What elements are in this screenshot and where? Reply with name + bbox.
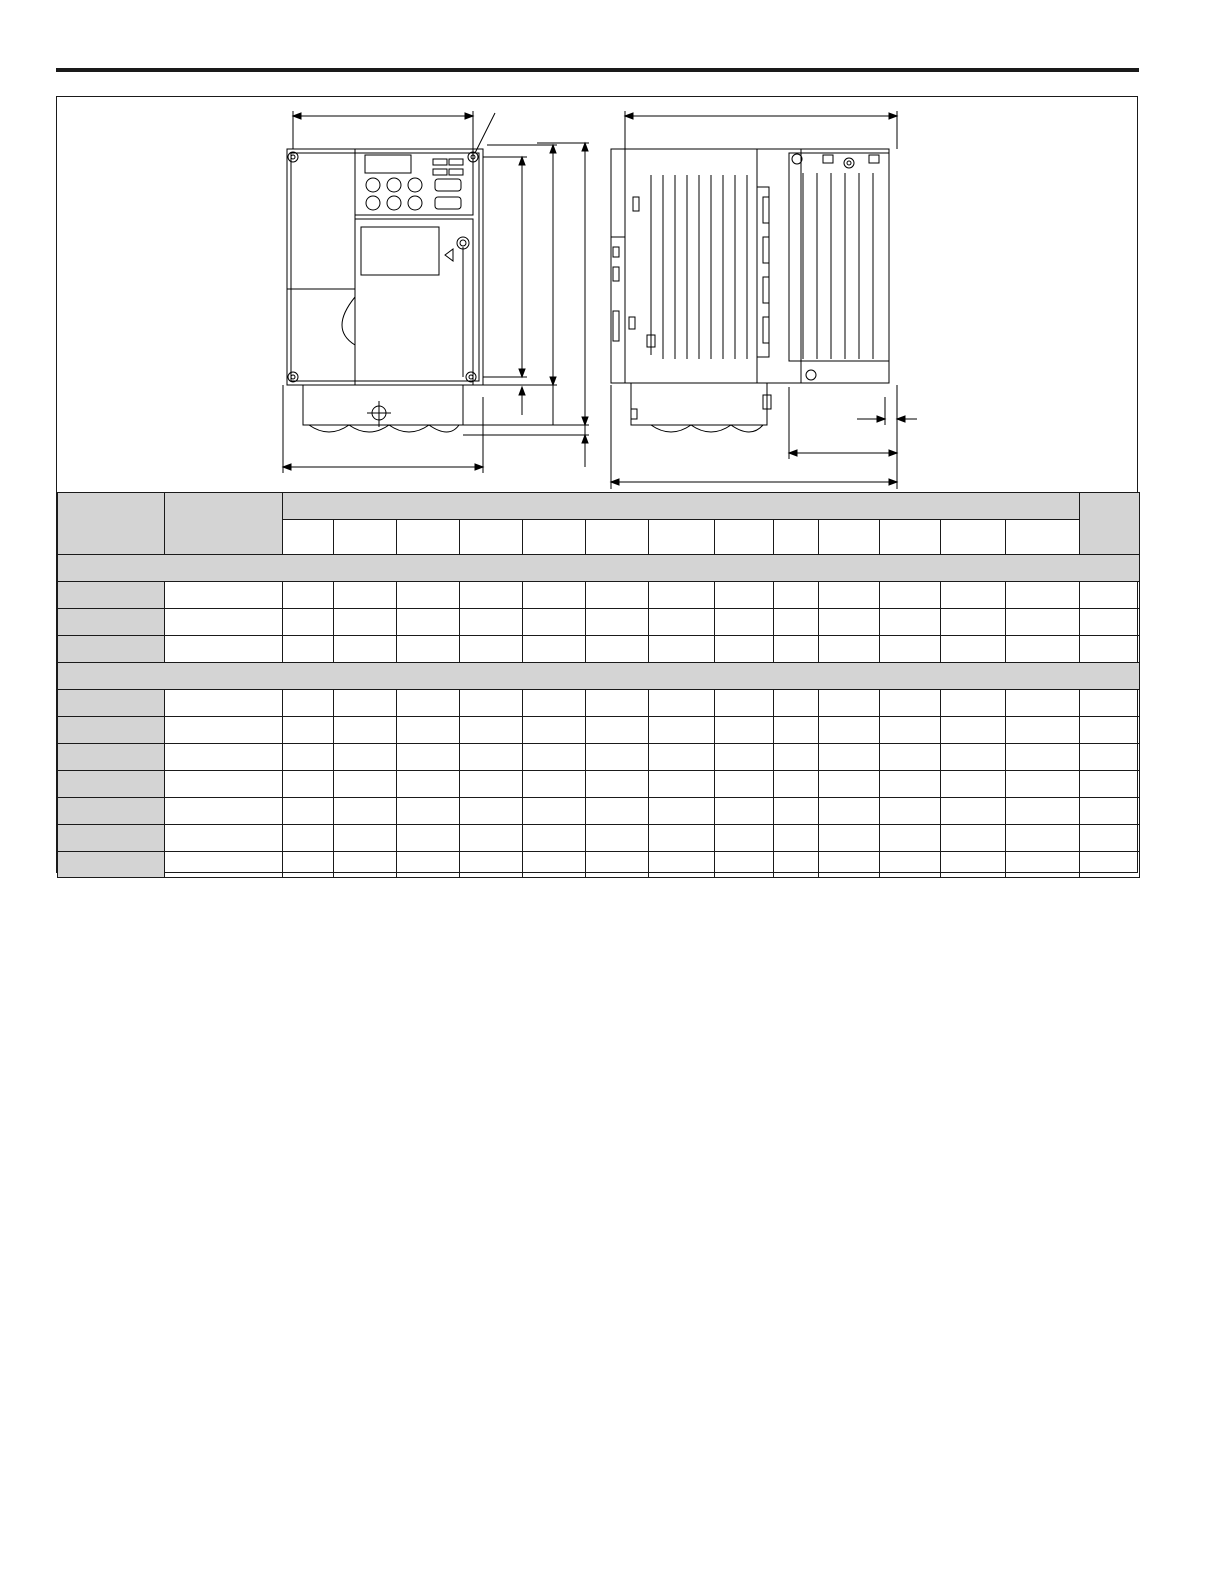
subheader-cell bbox=[649, 520, 715, 555]
table-row bbox=[58, 744, 1140, 771]
table-row bbox=[58, 771, 1140, 798]
subheader-cell bbox=[283, 520, 334, 555]
table-row bbox=[58, 690, 1140, 717]
table-group-row bbox=[58, 555, 1140, 582]
dimension-table bbox=[57, 492, 1140, 878]
subheader-cell bbox=[1006, 520, 1080, 555]
subheader-cell bbox=[586, 520, 649, 555]
table-row bbox=[58, 582, 1140, 609]
subheader-cell bbox=[523, 520, 586, 555]
subheader-cell bbox=[880, 520, 941, 555]
page-top-rule bbox=[56, 68, 1139, 72]
header-cell-model bbox=[58, 493, 165, 555]
subheader-cell bbox=[460, 520, 523, 555]
table-row bbox=[58, 852, 1140, 878]
subheader-cell bbox=[941, 520, 1006, 555]
drive-front-view-icon bbox=[287, 149, 483, 432]
table-row bbox=[58, 609, 1140, 636]
table-header-row bbox=[58, 493, 1140, 520]
side-view-dimension-lines bbox=[611, 111, 917, 489]
table-row bbox=[58, 825, 1140, 852]
subheader-cell bbox=[334, 520, 397, 555]
header-cell-weight bbox=[1080, 493, 1140, 555]
subheader-cell bbox=[397, 520, 460, 555]
header-cell-dimensions bbox=[283, 493, 1080, 520]
subheader-cell bbox=[819, 520, 880, 555]
table-row bbox=[58, 636, 1140, 663]
dimension-figure-frame bbox=[56, 96, 1138, 873]
drive-side-view-icon bbox=[611, 149, 889, 432]
header-cell-enclosure bbox=[165, 493, 283, 555]
dimension-drawing bbox=[57, 97, 1139, 493]
table-row bbox=[58, 717, 1140, 744]
subheader-cell bbox=[715, 520, 774, 555]
subheader-cell bbox=[774, 520, 819, 555]
table-group-row bbox=[58, 663, 1140, 690]
table-row bbox=[58, 798, 1140, 825]
